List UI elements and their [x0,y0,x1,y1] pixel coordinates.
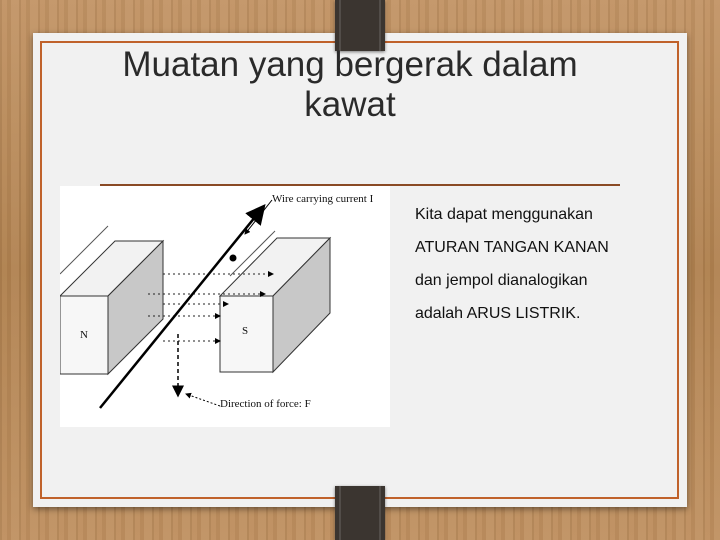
wire-label-pointer [245,200,272,234]
north-label: N [80,329,88,341]
explanation-text [415,198,675,330]
body-line: ATURAN TANGAN KANAN [415,239,609,256]
force-label-pointer [186,394,220,406]
south-label: S [242,325,249,337]
body-line: Kita dapat menggunakan [415,206,593,223]
body-line: dan jempol dianalogikan [415,272,588,289]
top-strap [335,0,385,51]
body-line: adalah ARUS LISTRIK. [415,305,581,322]
charge-dot [230,255,237,262]
south-magnet [220,238,330,372]
magnet-wire-diagram [60,186,390,427]
magnet-wire-figure [60,186,390,427]
wire-label: Wire carrying current I [272,193,374,205]
bottom-strap [335,486,385,540]
slide-title: Muatan yang bergerak dalam kawat [122,45,578,124]
force-label: Direction of force: F [220,398,311,410]
north-magnet [60,241,163,374]
